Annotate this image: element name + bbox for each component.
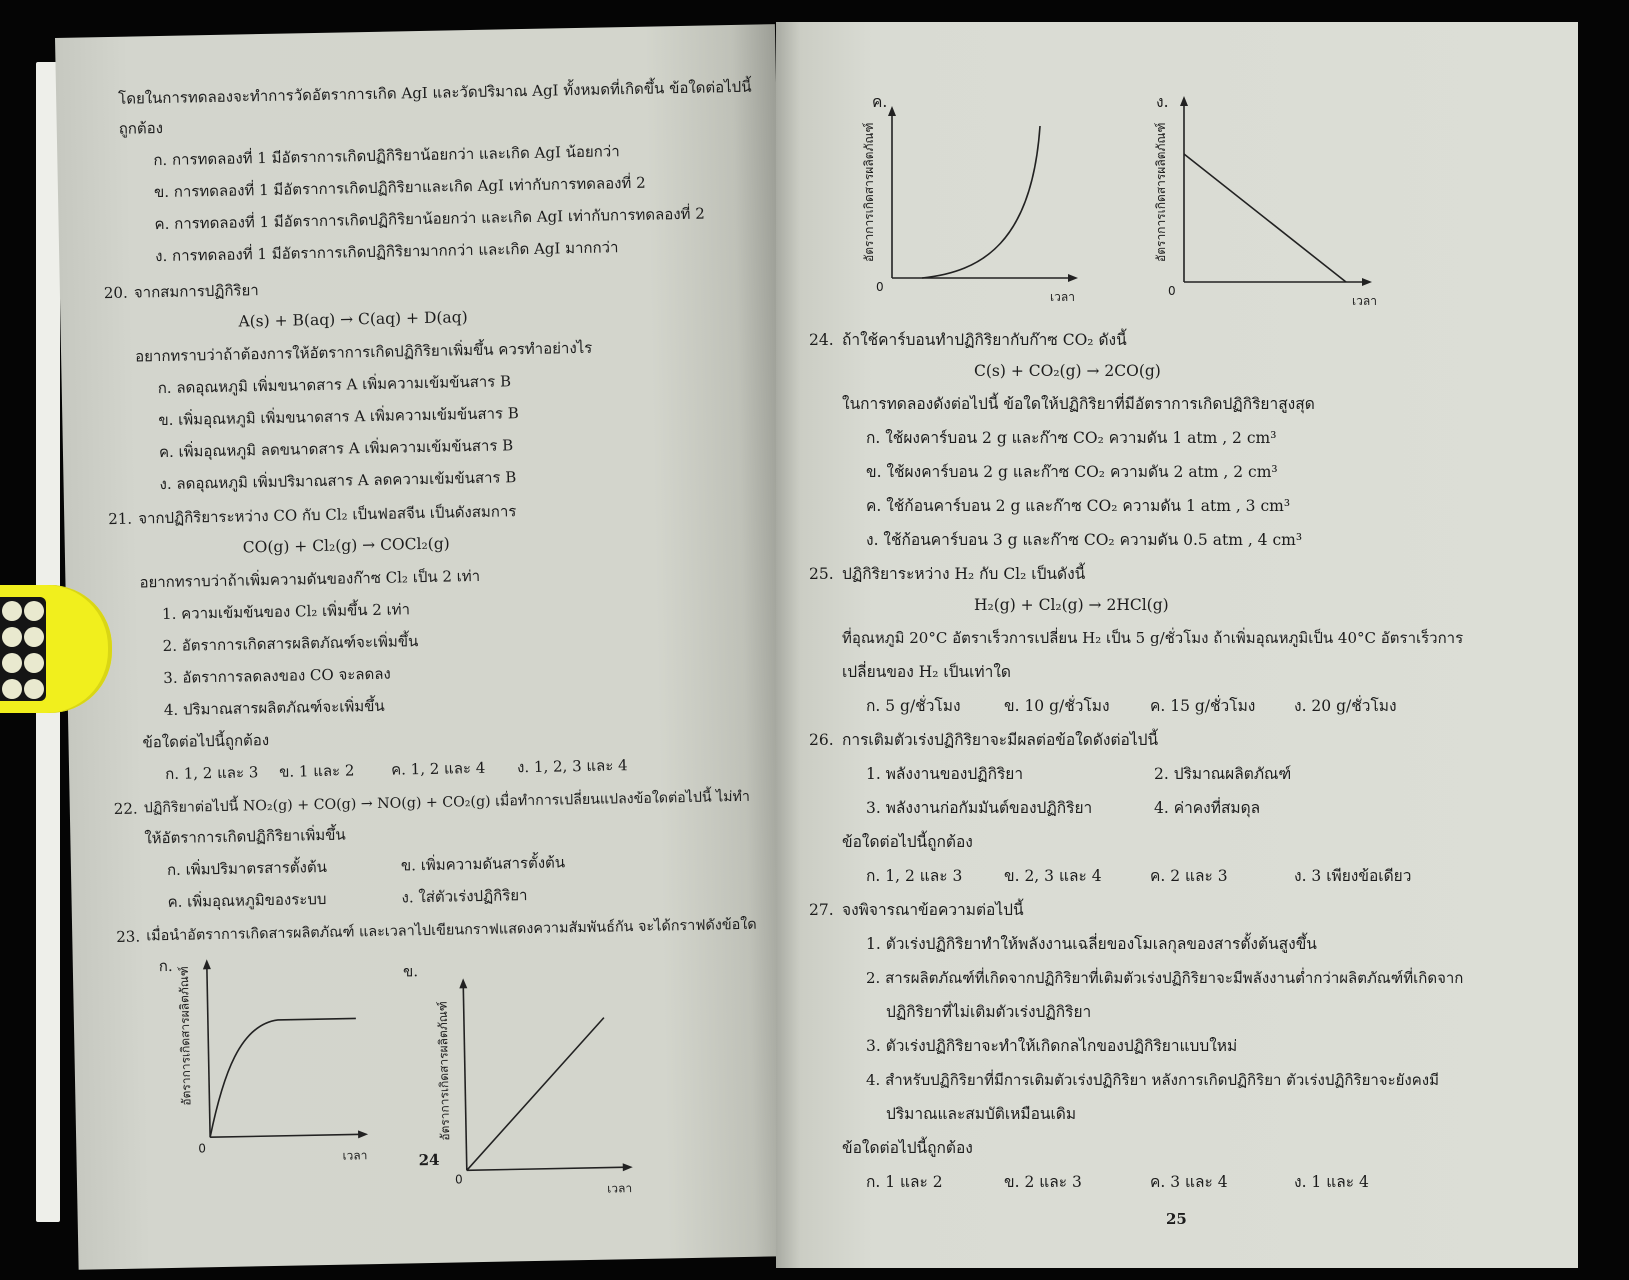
q21-equation: CO(g) + Cl₂(g) → COCl₂(g) xyxy=(242,534,450,557)
graph-a-label: ก. xyxy=(158,956,173,976)
intro-choice-a: ก. การทดลองที่ 1 มีอัตราการเกิดปฏิกิริยาน้อยกว่า และเกิด AgI น้อยกว่า xyxy=(153,142,620,170)
graph-c xyxy=(862,92,1092,307)
q21-choice-a: ก. 1, 2 และ 3 xyxy=(164,763,259,784)
graph-c-label: ค. xyxy=(872,93,888,111)
q21-statement-2: 2. อัตราการเกิดสารผลิตภัณฑ์จะเพิ่มขึ้น xyxy=(162,632,419,656)
graph-a-x-axis xyxy=(210,1134,362,1137)
graph-c-x-arrow xyxy=(1068,274,1078,282)
q27-statement-1: 1. ตัวเร่งปฏิกิริยาทำให้พลังงานเฉลี่ยของโมเลกุลของสารตั้งต้นสูงขึ้น xyxy=(866,935,1317,953)
q22-number: 22. xyxy=(113,799,138,819)
q24-choice-c: ค. ใช้ก้อนคาร์บอน 2 g และก๊าซ CO₂ ความดัน 1 atm , 3 cm³ xyxy=(866,497,1291,515)
q21-choice-d: ง. 1, 2, 3 และ 4 xyxy=(516,756,628,777)
q25-number: 25. xyxy=(809,565,834,583)
q26-text: การเติมตัวเร่งปฏิกิริยาจะมีผลต่อข้อใดดังต่อไปนี้ xyxy=(842,731,1159,749)
q25-text: ปฏิกิริยาระหว่าง H₂ กับ Cl₂ เป็นดังนี้ xyxy=(842,565,1086,583)
q21-prompt: ข้อใดต่อไปนี้ถูกต้อง xyxy=(142,731,270,752)
q26-number: 26. xyxy=(809,731,834,749)
q20-equation: A(s) + B(aq) → C(aq) + D(aq) xyxy=(238,308,468,331)
q21-choice-b: ข. 1 และ 2 xyxy=(278,761,355,781)
intro-line-2: ถูกต้อง xyxy=(118,118,164,138)
graph-b-y-arrow xyxy=(459,978,467,988)
graph-c-xlabel: เวลา xyxy=(1050,290,1075,304)
graph-a-curve xyxy=(208,1018,358,1137)
q22-line-2: ให้อัตราการเกิดปฏิกิริยาเพิ่มขึ้น xyxy=(144,825,346,848)
graph-b-x-axis xyxy=(467,1167,627,1170)
q27-number: 27. xyxy=(809,901,834,919)
q20-question: อยากทราบว่าถ้าต้องการให้อัตราการเกิดปฏิกิริยาเพิ่มขึ้น ควรทำอย่างไร xyxy=(134,338,593,366)
q25-choice-c: ค. 15 g/ชั่วโมง xyxy=(1150,697,1256,715)
graph-d-origin: 0 xyxy=(1168,284,1176,298)
q21-statement-3: 3. อัตราการลดลงของ CO จะลดลง xyxy=(163,664,391,688)
q22-choice-a: ก. เพิ่มปริมาตรสารตั้งต้น xyxy=(166,857,328,880)
graph-c-y-arrow xyxy=(888,106,896,116)
right-page-number: 25 xyxy=(1166,1210,1187,1228)
right-page xyxy=(776,22,1578,1268)
graph-c-ylabel: อัตราการเกิดสารผลิตภัณฑ์ xyxy=(862,122,876,262)
q20-text: จากสมการปฏิกิริยา xyxy=(133,281,259,302)
q24-choice-d: ง. ใช้ก้อนคาร์บอน 3 g และก๊าซ CO₂ ความดัน 0.5 atm , 4 cm³ xyxy=(866,531,1303,549)
q25-choice-a: ก. 5 g/ชั่วโมง xyxy=(866,697,961,715)
q21-statement-4: 4. ปริมาณสารผลิตภัณฑ์จะเพิ่มขึ้น xyxy=(163,696,385,720)
q21-question: อยากทราบว่าถ้าเพิ่มความดันของก๊าซ Cl₂ เป็น 2 เท่า xyxy=(139,566,481,592)
q27-choice-b: ข. 2 และ 3 xyxy=(1004,1173,1082,1191)
graph-d-y-arrow xyxy=(1180,96,1188,106)
graph-d-ylabel: อัตราการเกิดสารผลิตภัณฑ์ xyxy=(1154,122,1168,262)
q27-statement-2: 2. สารผลิตภัณฑ์ที่เกิดจากปฏิกิริยาที่เติมตัวเร่งปฏิกิริยาจะมีพลังงานต่ำกว่าผลิตภัณฑ์ที่เกิดจาก xyxy=(866,969,1464,987)
graph-b-label: ข. xyxy=(402,962,419,981)
graph-d-plot xyxy=(1156,92,1386,307)
graph-a-x-arrow xyxy=(358,1130,368,1138)
q27-statement-2-cont: ปฏิกิริยาที่ไม่เติมตัวเร่งปฏิกิริยา xyxy=(886,1003,1092,1021)
q26-prompt: ข้อใดต่อไปนี้ถูกต้อง xyxy=(842,833,973,851)
q26-choice-d: ง. 3 เพียงข้อเดียว xyxy=(1294,867,1412,885)
q27-choice-a: ก. 1 และ 2 xyxy=(866,1173,943,1191)
q26-choice-c: ค. 2 และ 3 xyxy=(1150,867,1228,885)
graph-a-origin: 0 xyxy=(198,1141,207,1156)
graph-a-ylabel: อัตราการเกิดสารผลิตภัณฑ์ xyxy=(176,966,194,1106)
bookmark-pattern xyxy=(0,597,46,701)
q25-line-2: เปลี่ยนของ H₂ เป็นเท่าใด xyxy=(842,663,1011,681)
q23-text: เมื่อนำอัตราการเกิดสารผลิตภัณฑ์ และเวลาไปเขียนกราฟแสดงความสัมพันธ์กัน จะได้กราฟดังข้อใด xyxy=(146,916,757,945)
graph-d xyxy=(1156,92,1386,307)
q27-choice-d: ง. 1 และ 4 xyxy=(1294,1173,1369,1191)
q20-choice-b: ข. เพิ่มอุณหภูมิ เพิ่มขนาดสาร A เพิ่มความเข้มข้นสาร B xyxy=(158,404,519,430)
q20-number: 20. xyxy=(103,283,128,303)
graph-a xyxy=(158,952,373,1163)
intro-line-1: โดยในการทดลองจะทำการวัดอัตราการเกิด AgI และวัดปริมาณ AgI ทั้งหมดที่เกิดขึ้น ข้อใดต่อไปนี้ xyxy=(118,77,752,108)
graph-b-x-arrow xyxy=(623,1163,633,1171)
graph-a-xlabel: เวลา xyxy=(342,1148,368,1163)
graph-a-y-arrow xyxy=(203,959,211,969)
graph-c-origin: 0 xyxy=(876,280,884,294)
q24-choice-b: ข. ใช้ผงคาร์บอน 2 g และก๊าซ CO₂ ความดัน 2 atm , 2 cm³ xyxy=(866,463,1278,481)
graph-b-ylabel: อัตราการเกิดสารผลิตภัณฑ์ xyxy=(435,1001,453,1141)
q26-choice-b: ข. 2, 3 และ 4 xyxy=(1004,867,1102,885)
graph-a-y-axis xyxy=(207,965,210,1137)
q20-choice-c: ค. เพิ่มอุณหภูมิ ลดขนาดสาร A เพิ่มความเข้มข้นสาร B xyxy=(158,436,514,462)
q24-question: ในการทดลองดังต่อไปนี้ ข้อใดให้ปฏิกิริยาที่มีอัตราการเกิดปฏิกิริยาสูงสุด xyxy=(842,395,1315,413)
q21-choice-c: ค. 1, 2 และ 4 xyxy=(390,758,486,779)
q25-equation: H₂(g) + Cl₂(g) → 2HCl(g) xyxy=(974,596,1169,614)
graph-b-y-axis xyxy=(463,984,467,1170)
q26-statement-4: 4. ค่าคงที่สมดุล xyxy=(1154,799,1261,817)
graph-b-origin: 0 xyxy=(454,1172,463,1187)
q26-statement-3: 3. พลังงานก่อกัมมันต์ของปฏิกิริยา xyxy=(866,799,1093,817)
q20-choice-d: ง. ลดอุณหภูมิ เพิ่มปริมาณสาร A ลดความเข้มข้นสาร B xyxy=(159,468,517,494)
left-page xyxy=(55,24,799,1270)
q26-choice-a: ก. 1, 2 และ 3 xyxy=(866,867,963,885)
intro-choice-b: ข. การทดลองที่ 1 มีอัตราการเกิดปฏิกิริยาและเกิด AgI เท่ากับการทดลองที่ 2 xyxy=(153,173,646,202)
q26-statement-2: 2. ปริมาณผลิตภัณฑ์ xyxy=(1154,765,1292,783)
graph-d-x-arrow xyxy=(1362,278,1372,286)
q25-choice-d: ง. 20 g/ชั่วโมง xyxy=(1294,697,1397,715)
graph-d-label: ง. xyxy=(1156,93,1169,111)
q21-number: 21. xyxy=(108,509,133,529)
graph-d-xlabel: เวลา xyxy=(1352,294,1377,308)
q22-choice-b: ข. เพิ่มความดันสารตั้งต้น xyxy=(400,853,566,875)
q27-prompt: ข้อใดต่อไปนี้ถูกต้อง xyxy=(842,1139,973,1157)
q27-choice-c: ค. 3 และ 4 xyxy=(1150,1173,1228,1191)
q27-statement-3: 3. ตัวเร่งปฏิกิริยาจะทำให้เกิดกลไกของปฏิกิริยาแบบใหม่ xyxy=(866,1037,1238,1055)
q22-choice-d: ง. ใส่ตัวเร่งปฏิกิริยา xyxy=(401,886,528,907)
graph-c-curve xyxy=(922,126,1040,278)
q27-statement-4: 4. สำหรับปฏิกิริยาที่มีการเติมตัวเร่งปฏิกิริยา หลังการเกิดปฏิกิริยา ตัวเร่งปฏิกิริยาจะยังคงมี xyxy=(866,1071,1439,1089)
graph-c-plot xyxy=(872,92,1092,307)
q24-text: ถ้าใช้คาร์บอนทำปฏิกิริยากับก๊าซ CO₂ ดังนี้ xyxy=(842,331,1127,349)
graph-d-line xyxy=(1184,154,1346,282)
q25-line-1: ที่อุณหภูมิ 20°C อัตราเร็วการเปลี่ยน H₂ เป็น 5 g/ชั่วโมง ถ้าเพิ่มอุณหภูมิเป็น 40°C อัตราเร็วการ xyxy=(842,629,1464,647)
q27-text: จงพิจารณาข้อความต่อไปนี้ xyxy=(842,901,1024,919)
q20-choice-a: ก. ลดอุณหภูมิ เพิ่มขนาดสาร A เพิ่มความเข้มข้นสาร B xyxy=(157,372,512,398)
intro-choice-d: ง. การทดลองที่ 1 มีอัตราการเกิดปฏิกิริยามากกว่า และเกิด AgI มากกว่า xyxy=(155,238,619,266)
q24-number: 24. xyxy=(809,331,834,349)
q21-statement-1: 1. ความเข้มข้นของ Cl₂ เพิ่มขึ้น 2 เท่า xyxy=(161,600,411,624)
q24-choice-a: ก. ใช้ผงคาร์บอน 2 g และก๊าซ CO₂ ความดัน 1 atm , 2 cm³ xyxy=(866,429,1277,447)
q22-line-1: ปฏิกิริยาต่อไปนี้ NO₂(g) + CO(g) → NO(g) + CO₂(g) เมื่อทำการเปลี่ยนแปลงข้อใดต่อไปนี้ ไม่ทำ xyxy=(143,788,751,817)
q22-choice-c: ค. เพิ่มอุณหภูมิของระบบ xyxy=(167,889,327,911)
graph-b-line xyxy=(464,1018,607,1171)
q25-choice-b: ข. 10 g/ชั่วโมง xyxy=(1004,697,1110,715)
q26-statement-1: 1. พลังงานของปฏิกิริยา xyxy=(866,765,1024,783)
q21-text: จากปฏิกิริยาระหว่าง CO กับ Cl₂ เป็นฟอสจีน เป็นดังสมการ xyxy=(138,502,517,528)
graph-b-xlabel: เวลา xyxy=(607,1181,633,1196)
q23-number: 23. xyxy=(116,927,141,946)
intro-choice-c: ค. การทดลองที่ 1 มีอัตราการเกิดปฏิกิริยาน้อยกว่า และเกิด AgI เท่ากับการทดลองที่ 2 xyxy=(154,204,705,234)
q24-equation: C(s) + CO₂(g) → 2CO(g) xyxy=(974,362,1161,380)
left-page-number: 24 xyxy=(418,1150,440,1170)
q27-statement-4-cont: ปริมาณและสมบัติเหมือนเดิม xyxy=(886,1105,1077,1123)
